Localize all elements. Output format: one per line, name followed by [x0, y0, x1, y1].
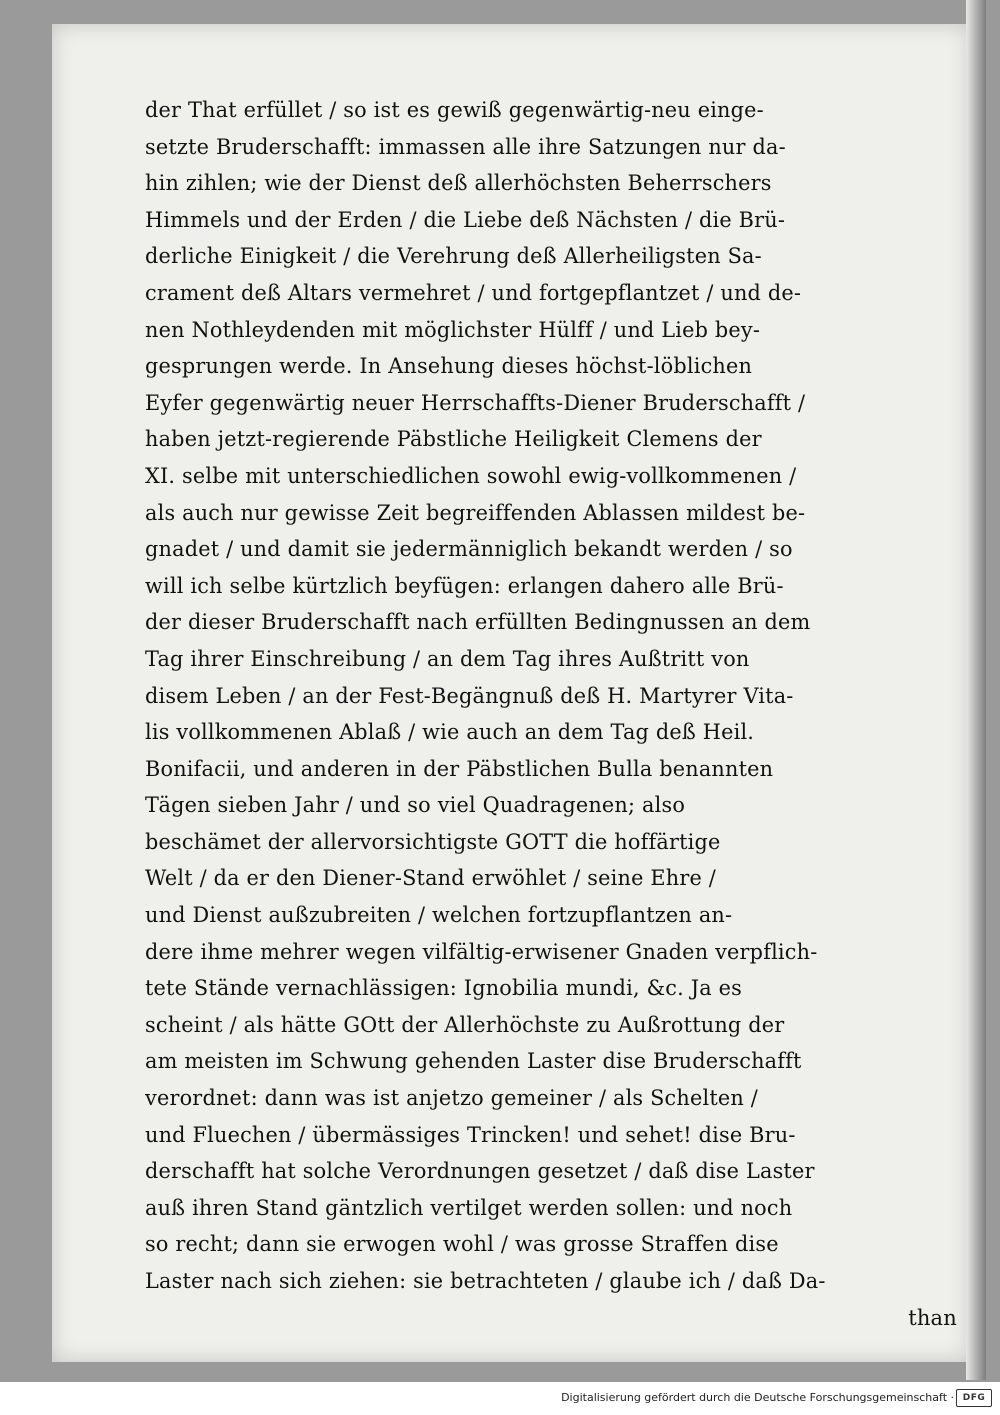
text-line: disem Leben / an der Fest-Begängnuß deß H. Martyrer Vita-	[145, 683, 794, 708]
text-line: nen Nothleydenden mit möglichster Hülff / und Lieb bey-	[145, 317, 761, 342]
text-line: will ich selbe kürtzlich beyfügen: erlangen dahero alle Brü-	[145, 573, 784, 598]
text-line: haben jetzt-regierende Päbstliche Heiligkeit Clemens der	[145, 427, 762, 452]
text-line: setzte Bruderschafft: immassen alle ihre Satzungen nur da-	[145, 134, 786, 159]
digitization-footer	[0, 1382, 1000, 1415]
text-line: derschafft hat solche Verordnungen gesetzet / daß dise Laster	[145, 1159, 815, 1184]
text-line: verordnet: dann was ist anjetzo gemeiner / als Schelten /	[145, 1086, 759, 1111]
text-line: und Dienst außzubreiten / welchen fortzupflantzen an-	[145, 903, 733, 928]
text-line: scheint / als hätte GOtt der Allerhöchste zu Außrottung der	[145, 1012, 785, 1037]
text-line: beschämet der allervorsichtigste GOTT die hoffärtige	[145, 829, 721, 854]
text-line: Eyfer gegenwärtig neuer Herrschaffts-Diener Bruderschafft /	[145, 390, 806, 415]
text-line: Welt / da er den Diener-Stand erwöhlet / seine Ehre /	[145, 866, 717, 891]
text-line: tete Stände vernachlässigen: Ignobilia mundi, &c. Ja es	[145, 976, 743, 1001]
page-text	[145, 92, 965, 1336]
text-line: der dieser Bruderschafft nach erfüllten Bedingnussen an dem	[145, 610, 811, 635]
text-line: so recht; dann sie erwogen wohl / was grosse Straffen dise	[145, 1232, 779, 1257]
funding-credit: Digitalisierung gefördert durch die Deutsche Forschungsgemeinschaft ·	[561, 1391, 954, 1404]
text-line: gnadet / und damit sie jedermänniglich bekandt werden / so	[145, 537, 793, 562]
text-line: XI. selbe mit unterschiedlichen sowohl ewig-vollkommenen /	[145, 463, 797, 488]
text-line: am meisten im Schwung gehenden Laster dise Bruderschafft	[145, 1049, 802, 1074]
text-line: als auch nur gewisse Zeit begreiffenden Ablassen mildest be-	[145, 500, 806, 525]
text-line: Bonifacii, und anderen in der Päbstlichen Bulla benannten	[145, 756, 774, 781]
dfg-logo-icon: DFG	[956, 1389, 992, 1407]
text-line: Tägen sieben Jahr / und so viel Quadragenen; also	[145, 793, 686, 818]
text-line: und Fluechen / übermässiges Trincken! und sehet! dise Bru-	[145, 1122, 796, 1147]
text-line: Tag ihrer Einschreibung / an dem Tag ihres Außtritt von	[145, 646, 750, 671]
text-line: Himmels und der Erden / die Liebe deß Nächsten / die Brü-	[145, 207, 786, 232]
catchword: than	[908, 1305, 957, 1330]
text-line: crament deß Altars vermehret / und fortgepflantzet / und de-	[145, 280, 802, 305]
text-line: auß ihren Stand gäntzlich vertilget werden sollen: und noch	[145, 1195, 793, 1220]
text-line: Laster nach sich ziehen: sie betrachteten / glaube ich / daß Da-	[145, 1269, 826, 1293]
text-line: hin zihlen; wie der Dienst deß allerhöchsten Beherrschers	[145, 171, 772, 196]
text-line: gesprungen werde. In Ansehung dieses höchst-löblichen	[145, 354, 753, 379]
text-line: dere ihme mehrer wegen vilfältig-erwisener Gnaden verpflich-	[145, 939, 818, 964]
text-line: lis vollkommenen Ablaß / wie auch an dem Tag deß Heil.	[145, 720, 755, 745]
text-line: derliche Einigkeit / die Verehrung deß Allerheiligsten Sa-	[145, 244, 762, 269]
page-edge	[966, 0, 986, 1380]
text-line: der That erfüllet / so ist es gewiß gegenwärtig-neu einge-	[145, 98, 764, 122]
